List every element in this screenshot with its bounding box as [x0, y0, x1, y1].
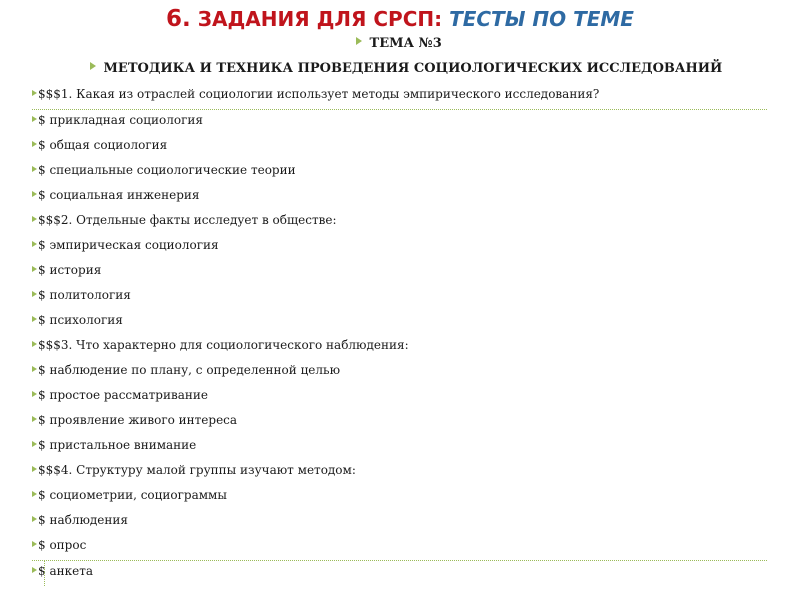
list-item: $ эмпирическая социология — [32, 235, 767, 260]
bullet-arrow-icon — [32, 90, 37, 96]
bullet-arrow-icon — [32, 391, 37, 397]
bullet-arrow-icon — [32, 266, 37, 272]
bullet-arrow-icon — [32, 541, 37, 547]
bullet-arrow-icon — [32, 441, 37, 447]
list-item: $ политология — [32, 285, 767, 310]
bullet-arrow-icon — [32, 341, 37, 347]
list-item: $ простое рассматривание — [32, 385, 767, 410]
bullet-arrow-icon — [356, 37, 362, 45]
list-item: $ психология — [32, 310, 767, 335]
list-item: $ проявление живого интереса — [32, 410, 767, 435]
list-item: $ история — [32, 260, 767, 285]
bullet-arrow-icon — [32, 216, 37, 222]
list-item: $ социальная инженерия — [32, 185, 767, 210]
title-highlight: ТЕСТЫ ПО ТЕМЕ — [449, 7, 634, 31]
subtitle-label: МЕТОДИКА И ТЕХНИКА ПРОВЕДЕНИЯ СОЦИОЛОГИЧЕСКИХ ИССЛЕДОВАНИЙ — [103, 61, 723, 76]
list-item: $ специальные социологические теории — [32, 160, 767, 185]
list-item: $ наблюдения — [32, 510, 767, 535]
bullet-arrow-icon — [32, 366, 37, 372]
topic-label: ТЕМА №3 — [369, 36, 442, 51]
list-item: $$$4. Структуру малой группы изучают методом: — [32, 460, 767, 485]
title-main: ЗАДАНИЯ ДЛЯ СРСП: — [197, 7, 443, 31]
topic-heading — [356, 36, 442, 51]
bullet-arrow-icon — [32, 416, 37, 422]
list-item: $ наблюдение по плану, с определенной целью — [32, 360, 767, 385]
title-number: 6. — [166, 6, 191, 32]
bullet-arrow-icon — [32, 316, 37, 322]
list-item: $ социометрии, социограммы — [32, 485, 767, 510]
list-item: $$$2. Отдельные факты исследует в обществе: — [32, 210, 767, 235]
bullet-arrow-icon — [32, 116, 37, 122]
list-item: $ прикладная социология — [32, 110, 767, 135]
list-item: $ общая социология — [32, 135, 767, 160]
guide-line — [44, 560, 45, 586]
list-item: $ пристальное внимание — [32, 435, 767, 460]
list-item: $ анкета — [32, 561, 767, 586]
bullet-arrow-icon — [90, 62, 96, 70]
test-list — [32, 84, 767, 586]
bullet-arrow-icon — [32, 491, 37, 497]
bullet-arrow-icon — [32, 141, 37, 147]
slide-title — [0, 6, 800, 32]
bullet-arrow-icon — [32, 191, 37, 197]
bullet-arrow-icon — [32, 516, 37, 522]
bullet-arrow-icon — [32, 166, 37, 172]
list-item: $ опрос — [32, 535, 767, 561]
bullet-arrow-icon — [32, 466, 37, 472]
bullet-arrow-icon — [32, 567, 37, 573]
bullet-arrow-icon — [32, 241, 37, 247]
bullet-arrow-icon — [32, 291, 37, 297]
list-item: $$$1. Какая из отраслей социологии использует методы эмпирического исследования? — [32, 84, 767, 110]
subtitle-heading — [90, 61, 722, 76]
list-item: $$$3. Что характерно для социологического наблюдения: — [32, 335, 767, 360]
